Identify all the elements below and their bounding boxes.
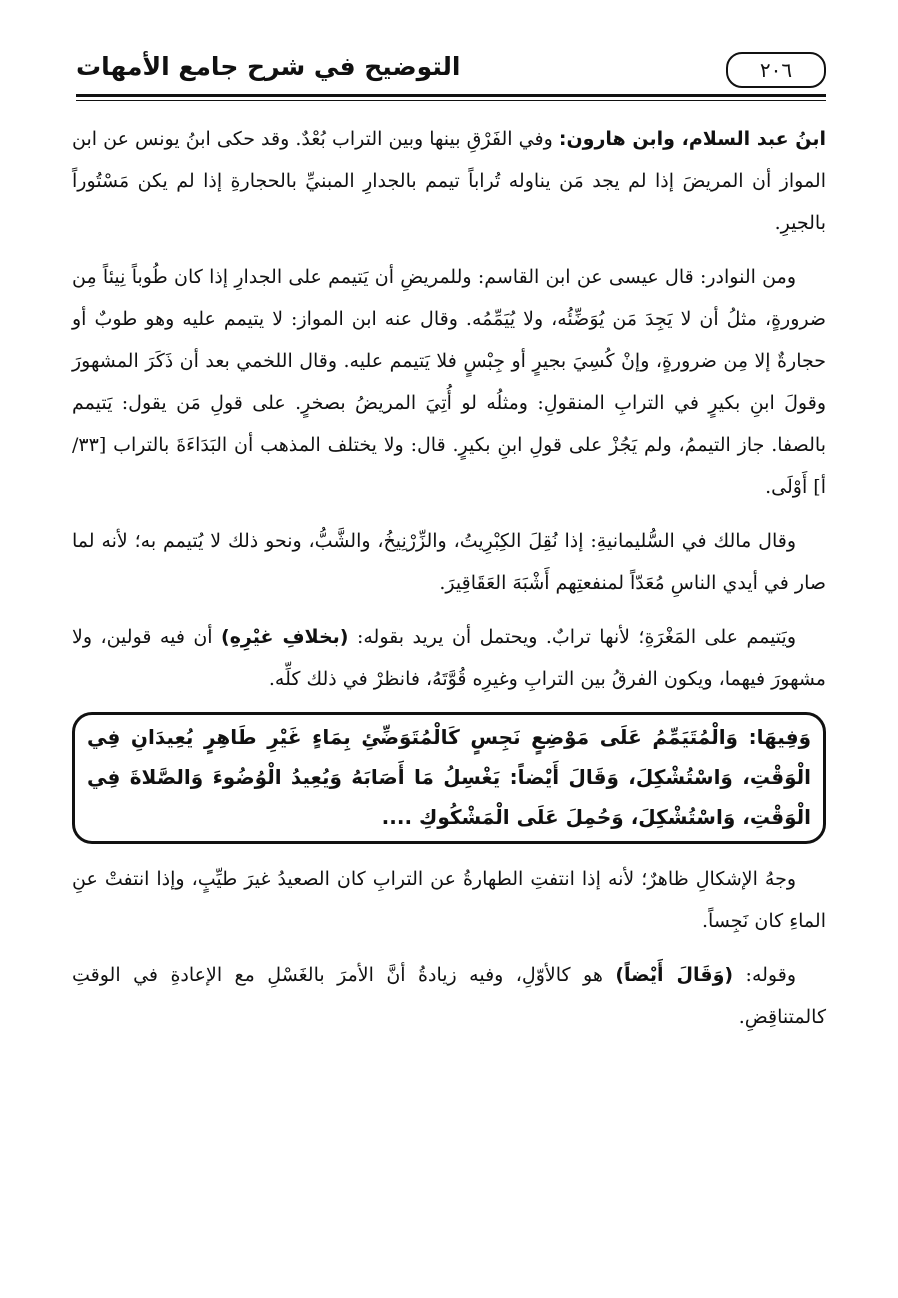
- paragraph-text: هو كالأوّلِ، وفيه زيادةُ أنَّ الأمرَ بالغَسْلِ مع الإعادةِ في الوقتِ كالمتناقِضِ.: [72, 964, 826, 1028]
- paragraph-text: وفي الفَرْقِ بينها وبين التراب بُعْدٌ. وقد حكى ابنُ يونس عن ابن المواز أن المريضَ إذا لم يجد مَن يناوله تُراباً تيمم بالجدارِ المبنيِّ بالحجارةِ إذا لم يكن مَسْتُوراً بالجيرِ.: [72, 128, 826, 234]
- paragraph-text: ويَتيمم على المَغْرَةِ؛ لأنها ترابٌ. ويحتمل أن يريد بقوله:: [348, 626, 796, 648]
- paragraph-text: وقوله:: [733, 964, 796, 986]
- quoted-phrase: (بخلافِ غيْرِهِ): [221, 626, 349, 648]
- header-rule: [76, 94, 826, 97]
- paragraph-6: [72, 954, 826, 1038]
- page-number: ٢٠٦: [726, 52, 826, 88]
- book-title: التوضيح في شرح جامع الأمهات: [76, 52, 461, 81]
- page-body: [72, 118, 826, 1050]
- paragraph-2: ومن النوادر: قال عيسى عن ابن القاسم: وللمريضِ أن يَتيمم على الجدارِ إذا كان طُوباً نِيئاً مِن ضرورةٍ، مثلُ أن لا يَجِدَ مَن يُوَضِّئُه، ولا يُيَمِّمُه. وقال عنه ابن المواز: لا يتيمم عليه وهو طوبٌ أو حجارةٌ إلا مِن ضرورةٍ، وإنْ كُسِيَ بجيرٍ أو جِبْسٍ فلا يَتيمم عليه. وقال اللخمي بعد أن ذَكَرَ المشهورَ وقولَ ابنِ بكيرٍ في الترابِ المنقولِ: ومثلُه لو أُتِيَ المريضُ بصخرٍ. على قولِ مَن يقول: يَتيمم بالصفا. جاز التيممُ، ولم يَجُزْ على قولِ ابنِ بكيرٍ. قال: ولا يختلف المذهب أن البَدَاءَةَ بالتراب [٣٣/ أ] أَوْلَى.: [72, 266, 827, 498]
- paragraph-text: أن فيه قولين، ولا مشهورَ فيهما، ويكون الفرقُ بين الترابِ وغيرِه قُوَّتَهُ، فانظرْ في ذلك كلِّه.: [72, 626, 826, 690]
- paragraph-5: وجهُ الإشكالِ ظاهرٌ؛ لأنه إذا انتفتِ الطهارةُ عن الترابِ كان الصعيدُ غيرَ طيِّبٍ، وإذا انتفتْ عنِ الماءِ كان نَجِساً.: [72, 868, 826, 932]
- paragraph-3: وقال مالك في السُّليمانيةِ: إذا نُقِلَ الكِبْرِيتُ، والزِّرْنِيخُ، والشَّبُّ، ونحو ذلك لا يُتيمم به؛ لأنه لما صار في أيدي الناسِ مُعَدّاً لمنفعتِهم أَشْبَهَ العَقَاقِيرَ.: [72, 530, 826, 594]
- header-rule-thin: [76, 100, 826, 101]
- quoted-phrase: (وَقَالَ أَيْضاً): [615, 964, 734, 986]
- matn-boxed-text: وَفِيهَا: وَالْمُتَيَمِّمُ عَلَى مَوْضِعٍ نَجِسٍ كَالْمُتَوَضِّئِ بِمَاءٍ غَيْرِ طَاهِرٍ يُعِيدَانِ فِي الْوَقْتِ، وَاسْتُشْكِلَ، وَقَالَ أَيْضاً: يَغْسِلُ مَا أَصَابَهُ وَيُعِيدُ الْوُضُوءَ وَالصَّلاةَ فِي الْوَقْتِ، وَاسْتُشْكِلَ، وَحُمِلَ عَلَى الْمَشْكُوكِ ....: [72, 712, 826, 844]
- paragraph-1: [72, 118, 826, 244]
- page-header: [76, 46, 826, 104]
- paragraph-4: [72, 616, 826, 700]
- paragraph-lead: ابنُ عبد السلام، وابن هارون:: [558, 128, 826, 150]
